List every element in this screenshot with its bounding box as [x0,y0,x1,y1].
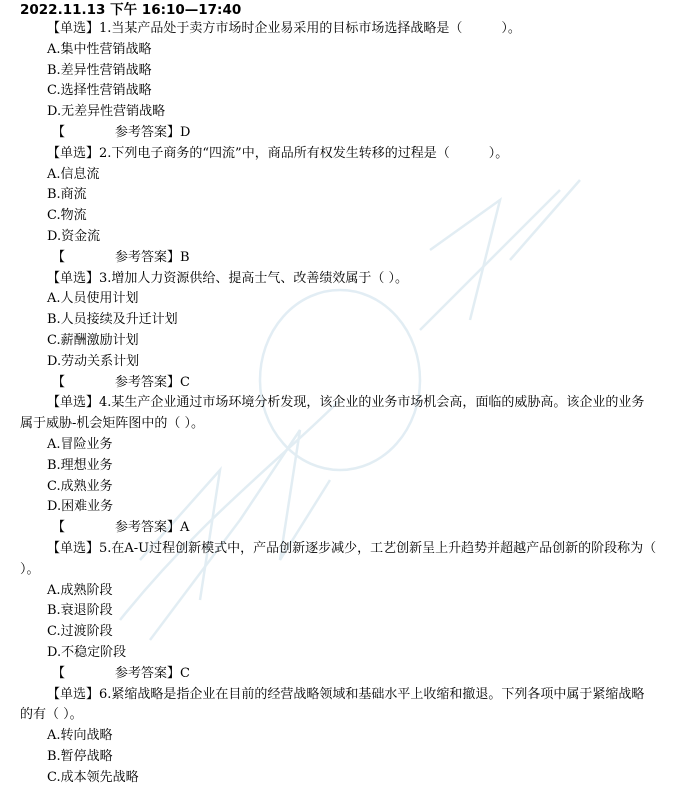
option-5b: B.衰退阶段 [47,603,113,619]
option-6c: C.成本领先战略 [47,769,139,785]
question-stem-2: 【单选】2.下列电子商务的“四流”中，商品所有权发生转移的过程是（ ）。 [47,145,509,161]
document-title: 2022.11.13 下午 16:10—17:40 [20,2,242,18]
option-3b: B.人员接续及升迁计划 [47,312,178,328]
option-5a: A.成熟阶段 [47,582,113,598]
answer-text: 参考答案】C [115,374,190,390]
option-3d: D.劳动关系计划 [47,353,140,369]
question-stem-1: 【单选】1.当某产品处于卖方市场时企业易采用的目标市场选择战略是（ ）。 [47,21,521,36]
answer-text: 参考答案】C [115,665,190,681]
answer-text: 参考答案】A [115,520,190,536]
answer-1 [52,123,691,144]
answer-bracket: 【 [52,124,66,140]
answer-5 [52,664,691,685]
answer-bracket: 【 [52,520,66,536]
answer-text: 参考答案】B [115,249,190,265]
answer-2 [52,248,691,269]
option-2c: C.物流 [47,208,87,224]
option-4b: B.理想业务 [47,457,113,473]
option-2b: B.商流 [47,187,87,203]
option-2d: D.资金流 [47,228,101,244]
answer-bracket: 【 [52,374,66,390]
option-1a: A.集中性营销战略 [47,41,152,57]
option-6a: A.转向战略 [47,728,113,744]
option-5c: C.过渡阶段 [47,624,113,640]
question-stem-3: 【单选】3.增加人力资源供给、提高士气、改善绩效属于（ ）。 [47,270,409,286]
option-1d: D.无差异性营销战略 [47,104,166,120]
option-4a: A.冒险业务 [47,436,113,452]
option-4d: D.困难业务 [47,499,114,515]
answer-bracket: 【 [52,249,66,265]
answer-4 [52,518,691,539]
option-3c: C.薪酬激励计划 [47,332,139,348]
answer-3 [52,373,691,394]
option-2a: A.信息流 [47,166,100,182]
question-stem-5: 【单选】5.在A-U过程创新模式中，产品创新逐步减少，工艺创新呈上升趋势并超越产品创新的阶段称为（ ）。 [20,540,657,577]
answer-text: 参考答案】D [115,124,191,140]
option-4c: C.成熟业务 [47,478,113,494]
question-stem-4: 【单选】4.某生产企业通过市场环境分析发现，该企业的业务市场机会高，面临的威胁高。该企业的业务属于威胁-机会矩阵图中的（ ）。 [20,395,645,432]
option-3a: A.人员使用计划 [47,291,139,307]
option-1b: B.差异性营销战略 [47,62,152,78]
answer-bracket: 【 [52,665,66,681]
option-5d: D.不稳定阶段 [47,644,127,660]
option-6b: B.暂停战略 [47,748,113,764]
option-1c: C.选择性营销战略 [47,83,152,99]
question-stem-6: 【单选】6.紧缩战略是指企业在目前的经营战略领域和基础水平上收缩和撤退。下列各项中属于紧缩战略的有（ ）。 [20,686,645,723]
